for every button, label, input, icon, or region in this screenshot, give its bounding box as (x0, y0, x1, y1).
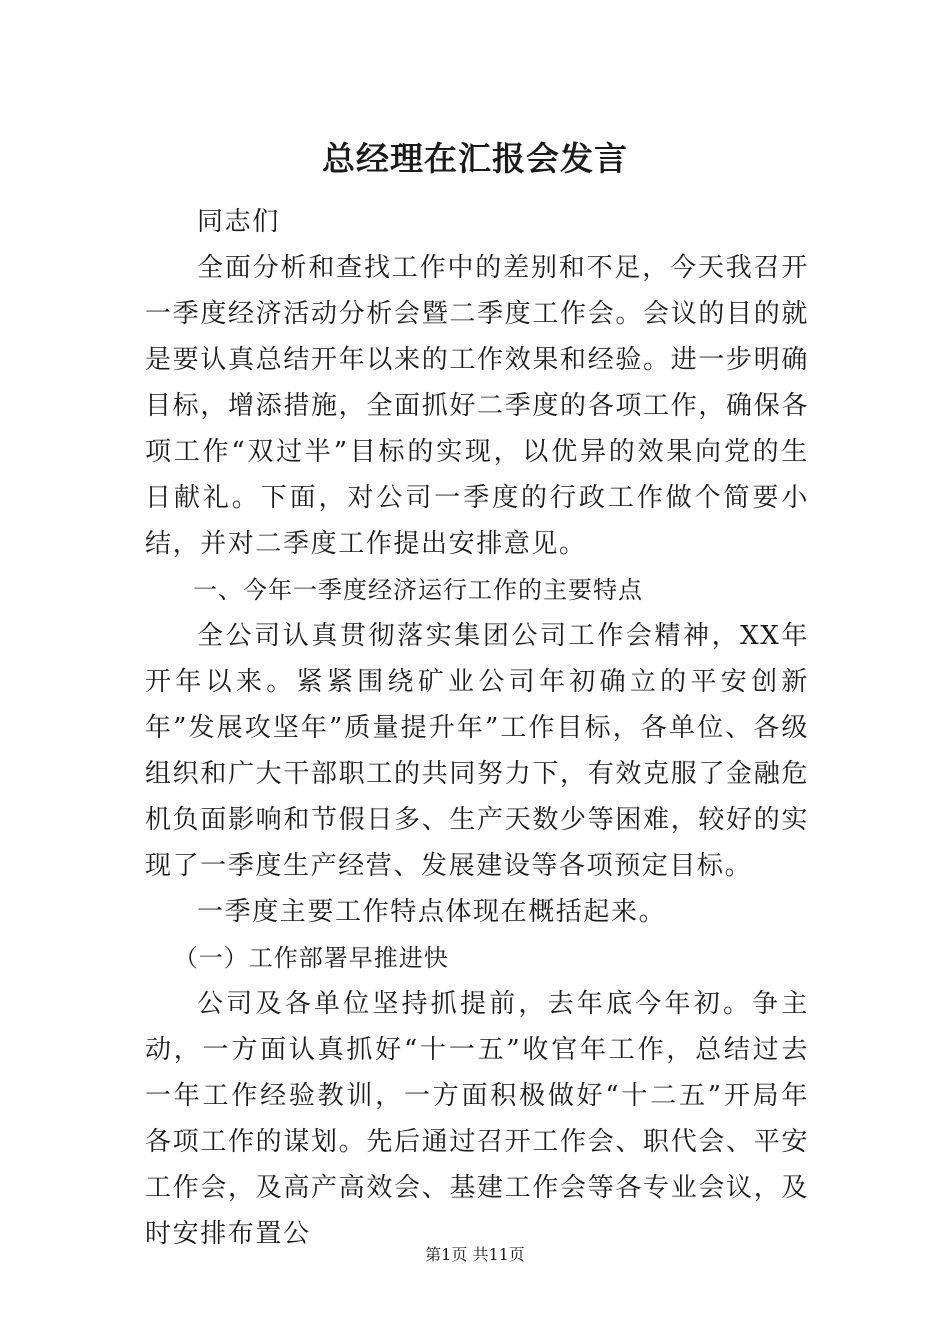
document-title: 总经理在汇报会发言 (322, 139, 628, 178)
subsection-heading-1: （一）工作部署早推进快 (173, 944, 449, 972)
intro-paragraph: 全面分析和查找工作中的差别和不足，今天我召开一季度经济活动分析会暨二季度工作会。会议的目的就是要认真总结开年以来的工作效果和经验。进一步明确目标，增添措施，全面抓好二季度的各项工作，确保各项工作“双过半”目标的实现，以优异的效果向党的生日献礼。下面，对公司一季度的行政工作做个简要小结，并对二季度工作提出安排意见。 (145, 253, 809, 559)
subsection1-paragraph-1: 公司及各单位坚持抓提前，去年底今年初。争主动，一方面认真抓好“十一五”收官年工作，总结过去一年工作经验教训，一方面积极做好“十二五”开局年各项工作的谋划。先后通过召开工作会、职代会、平安工作会，及高产高效会、基建工作会等各专业会议，及时安排布置公 (145, 989, 809, 1249)
page-number-footer: 第1页 共11页 (425, 1245, 525, 1264)
section1-paragraph-1: 全公司认真贯彻落实集团公司工作会精神，XX年开年以来。紧紧围绕矿业公司年初确立的平安创新年”发展攻坚年”质量提升年”工作目标，各单位、各级组织和广大干部职工的共同努力下，有效克服了金融危机负面影响和节假日多、生产天数少等困难，较好的实现了一季度生产经营、发展建设等各项预定目标。 (145, 621, 809, 881)
section-heading-1: 一、今年一季度经济运行工作的主要特点 (193, 576, 643, 604)
salutation: 同志们 (197, 207, 280, 237)
document-body (145, 199, 809, 1257)
section1-paragraph-2: 一季度主要工作特点体现在概括起来。 (197, 897, 667, 927)
